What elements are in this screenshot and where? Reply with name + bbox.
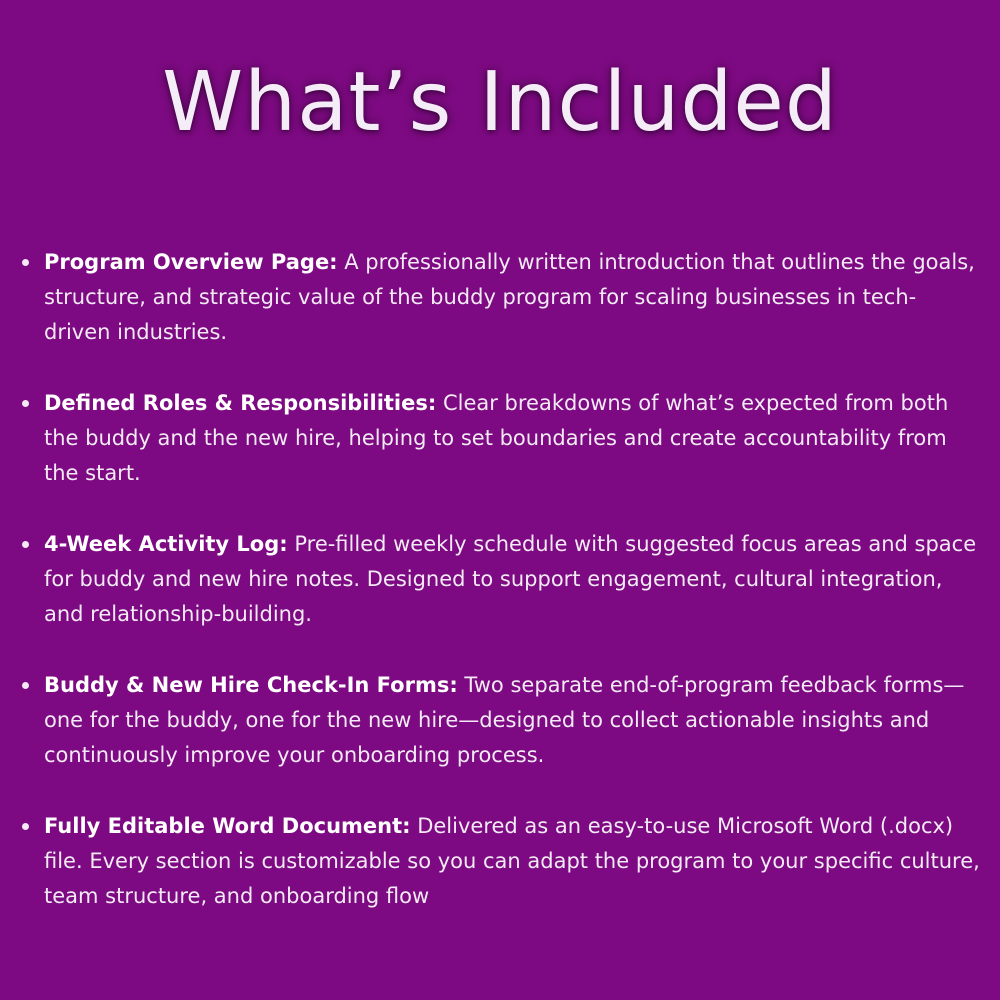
list-item xyxy=(0,668,1000,773)
page-title: What’s Included xyxy=(162,55,838,150)
bullet-icon xyxy=(22,823,29,830)
item-description: Two separate end-of-program feedback forms—one for the buddy, one for the new hire—designed to collect actionable insights and continuously improve your onboarding process. xyxy=(44,673,965,767)
included-list xyxy=(0,245,1000,950)
list-item xyxy=(0,527,1000,632)
item-description: Clear breakdowns of what’s expected from both the buddy and the new hire, helping to set boundaries and create accountability from the start. xyxy=(44,391,949,485)
item-title: Program Overview Page: xyxy=(44,250,338,274)
item-description: A professionally written introduction that outlines the goals, structure, and strategic value of the buddy program for scaling businesses in tech-driven industries. xyxy=(44,250,975,344)
list-item xyxy=(0,809,1000,914)
bullet-icon xyxy=(22,541,29,548)
item-title: Fully Editable Word Document: xyxy=(44,814,411,838)
item-title: 4-Week Activity Log: xyxy=(44,532,288,556)
bullet-icon xyxy=(22,682,29,689)
item-title: Buddy & New Hire Check-In Forms: xyxy=(44,673,458,697)
list-item xyxy=(0,386,1000,491)
bullet-icon xyxy=(22,400,29,407)
item-description: Pre-filled weekly schedule with suggested focus areas and space for buddy and new hire notes. Designed to support engagement, cultural integration, and relationship-building. xyxy=(44,532,977,626)
list-item xyxy=(0,245,1000,350)
item-description: Delivered as an easy-to-use Microsoft Word (.docx) file. Every section is customizable so you can adapt the program to your specific culture, team structure, and onboarding flow xyxy=(44,814,980,908)
bullet-icon xyxy=(22,259,29,266)
item-title: Defined Roles & Responsibilities: xyxy=(44,391,437,415)
